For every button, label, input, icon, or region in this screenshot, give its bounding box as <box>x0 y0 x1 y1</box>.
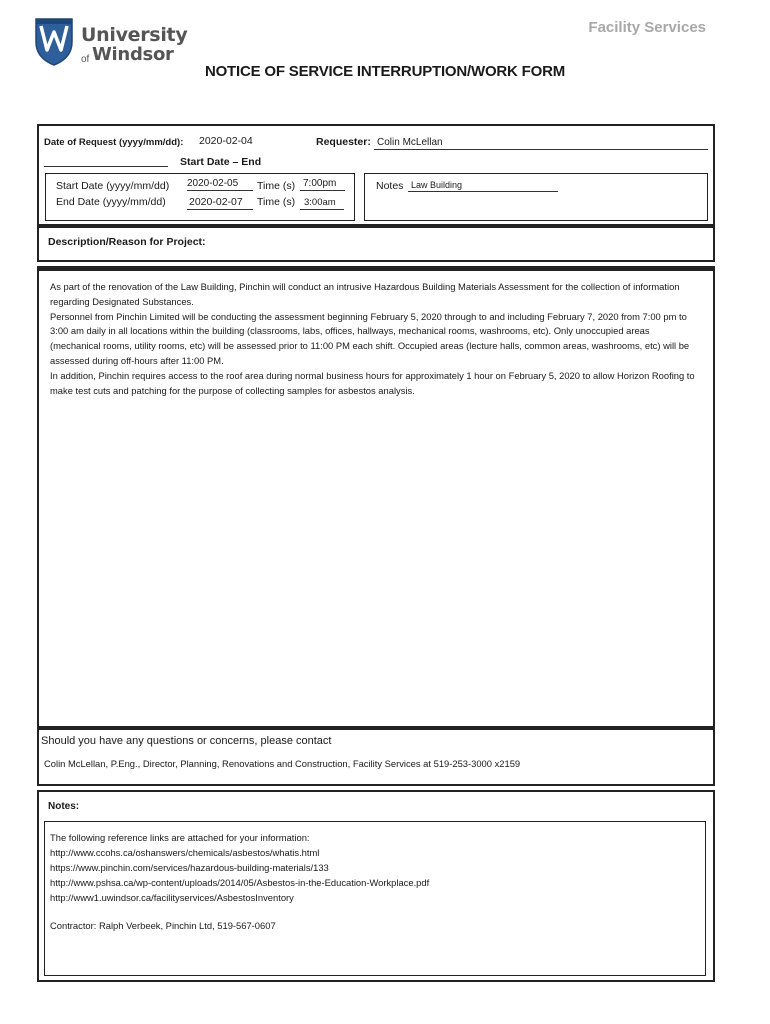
logo-of-text: of <box>81 54 90 65</box>
date-of-request-value[interactable]: 2020-02-04 <box>199 135 253 147</box>
requester-label: Requester: <box>316 136 371 148</box>
reference-link[interactable]: http://www.pshsa.ca/wp-content/uploads/2014/05/Asbestos-in-the-Education-Workplace.pdf <box>50 877 430 888</box>
date-of-request-label: Date of Request (yyyy/mm/dd): <box>44 137 184 148</box>
logo-windsor-text: Windsor <box>92 44 174 65</box>
department-name: Facility Services <box>588 19 706 36</box>
start-time-label: Time (s) <box>257 180 296 192</box>
description-heading: Description/Reason for Project: <box>48 236 206 248</box>
description-paragraph: Personnel from Pinchin Limited will be conducting the assessment beginning February 5, 2020 through to and including February 7, 2020 from 7:00 pm to 3:00 am daily in all locations within the building (classrooms, labs, offices, hallways, mechanical rooms, washrooms, etc). Only unoccupied areas (mechanical rooms, utility rooms, etc) will be assessed prior to 11:00 PM each shift. Occupied areas (lecture halls, common areas, washrooms, etc) will be assessed during off-hours after 11:00 PM. <box>50 310 690 366</box>
contact-person: Colin McLellan, P.Eng., Director, Planning, Renovations and Construction, Facility Services at 519-253-3000 x2159 <box>44 758 521 769</box>
notes-field[interactable] <box>408 180 558 192</box>
description-paragraph: As part of the renovation of the Law Building, Pinchin will conduct an intrusive Hazardous Building Materials Assessment for the collection of information regarding Designated Substances. <box>50 281 680 307</box>
logo-university-text: University <box>81 24 188 46</box>
reference-link[interactable]: http://www1.uwindsor.ca/facilityservices/AsbestosInventory <box>50 892 294 903</box>
end-time-value: 3:00am <box>304 197 336 208</box>
underline-left <box>44 157 168 167</box>
end-time-field[interactable] <box>300 197 344 210</box>
end-date-value: 2020-02-07 <box>189 196 243 208</box>
requester-field[interactable] <box>374 137 708 150</box>
description-paragraph: In addition, Pinchin requires access to the roof area during normal business hours for approximately 1 hour on February 5, 2020 to allow Horizon Roofing to make test cuts and patching for the purpose of collecting samples for asbestos analysis. <box>50 369 695 396</box>
description-text[interactable] <box>50 280 700 398</box>
notes-content[interactable] <box>50 830 700 905</box>
reference-link[interactable]: https://www.pinchin.com/services/hazardous-building-materials/133 <box>50 862 329 873</box>
requester-value: Colin McLellan <box>377 137 443 148</box>
start-time-value: 7:00pm <box>303 178 337 189</box>
end-time-label: Time (s) <box>257 196 296 208</box>
contractor-info: Contractor: Ralph Verbeek, Pinchin Ltd, 519-567-0607 <box>50 920 276 931</box>
notes-heading: Notes: <box>48 801 80 812</box>
notes-value: Law Building <box>411 180 463 190</box>
start-date-field[interactable] <box>187 178 253 191</box>
form-title: NOTICE OF SERVICE INTERRUPTION/WORK FORM <box>204 63 566 80</box>
notes-label: Notes <box>376 180 404 192</box>
start-date-value: 2020-02-05 <box>187 178 239 189</box>
end-date-label: End Date (yyyy/mm/dd) <box>56 196 166 208</box>
contact-question: Should you have any questions or concerns, please contact <box>41 735 332 747</box>
start-time-field[interactable] <box>300 178 345 191</box>
end-date-field[interactable] <box>187 196 253 210</box>
start-date-label: Start Date (yyyy/mm/dd) <box>56 180 170 192</box>
start-end-section-label: Start Date – End <box>180 156 262 168</box>
university-logo <box>33 16 188 68</box>
shield-logo-icon <box>33 16 75 66</box>
notes-intro: The following reference links are attached for your information: <box>50 832 310 843</box>
reference-link[interactable]: http://www.ccohs.ca/oshanswers/chemicals/asbestos/whatis.html <box>50 847 320 858</box>
